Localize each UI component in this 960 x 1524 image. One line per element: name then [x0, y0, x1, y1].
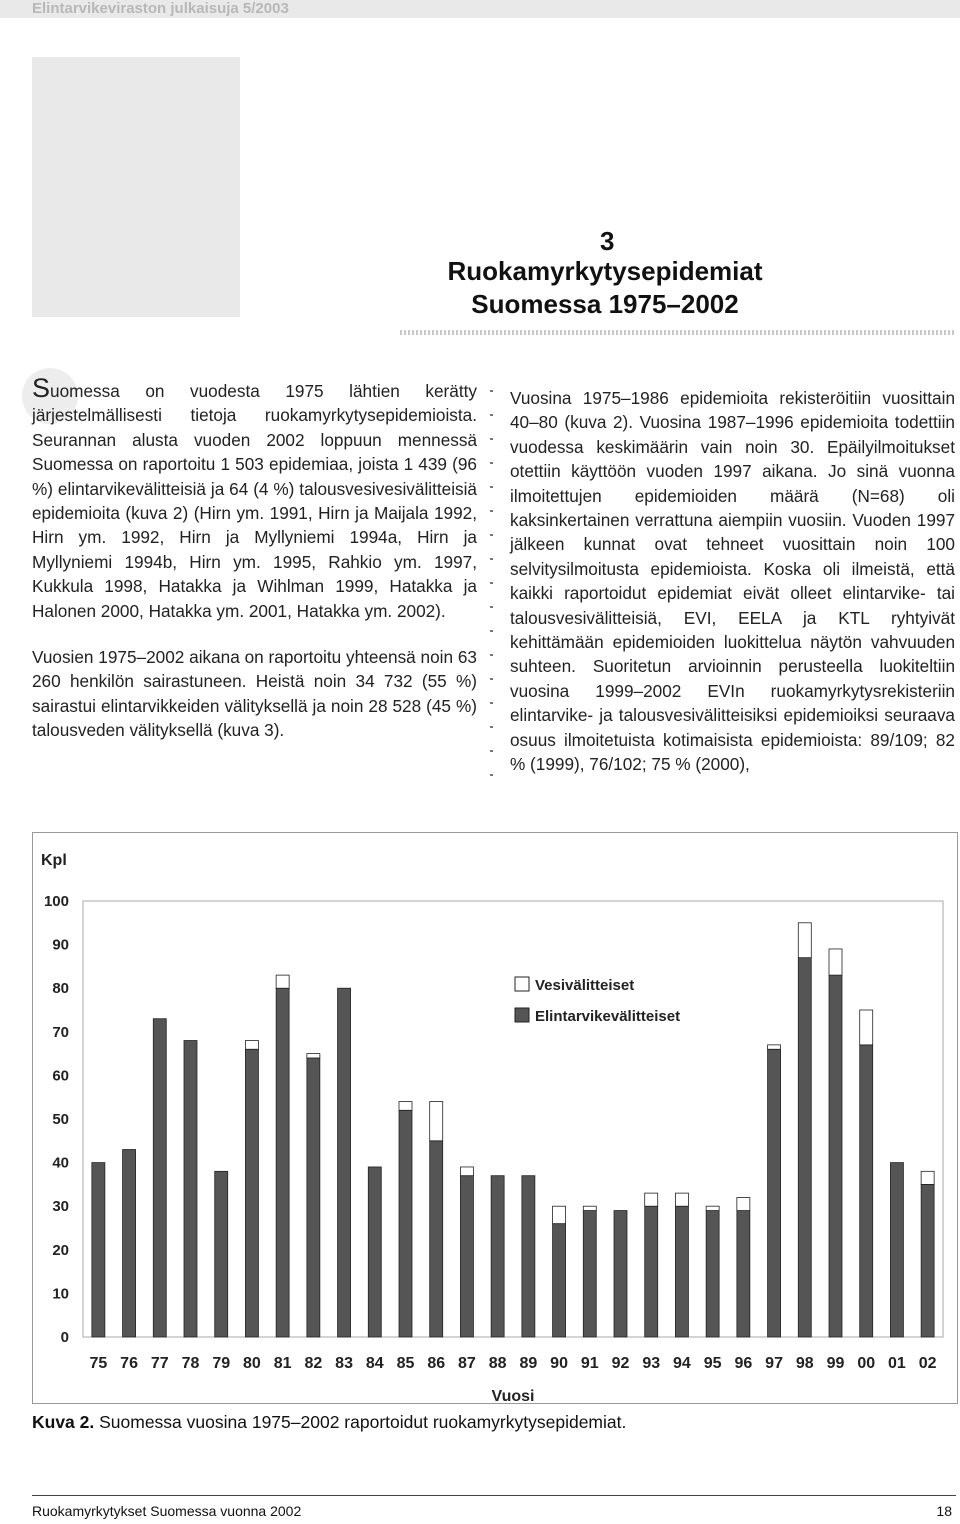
- bar-elintarvike: [706, 1211, 719, 1337]
- bar-vesi: [860, 1010, 873, 1045]
- bar-vesi: [706, 1206, 719, 1210]
- x-tick-label: 89: [519, 1355, 538, 1372]
- bar-elintarvike: [921, 1184, 934, 1337]
- bar-chart: [33, 833, 957, 1403]
- bar-elintarvike: [307, 1058, 320, 1337]
- right-column: [510, 386, 955, 777]
- bar-vesi: [768, 1045, 781, 1049]
- x-tick-label: 88: [488, 1355, 507, 1372]
- bar-elintarvike: [675, 1206, 688, 1337]
- legend-label-vesi: Vesivälitteiset: [535, 977, 635, 994]
- bar-elintarvike: [645, 1206, 658, 1337]
- bar-vesi: [276, 975, 289, 988]
- legend-label-elintarvike: Elintarvikevälitteiset: [535, 1008, 681, 1025]
- figure-caption: [32, 1412, 626, 1433]
- x-tick-label: 90: [550, 1355, 568, 1372]
- bar-elintarvike: [460, 1176, 473, 1337]
- chart-frame: [32, 832, 958, 1404]
- bar-elintarvike: [215, 1171, 228, 1337]
- x-axis-label: Vuosi: [491, 1388, 535, 1403]
- right-paragraph-1: Vuosina 1975–1986 epidemioita rekisteröitiin vuosittain 40–80 (kuva 2). Vuosina 1987–1996 epidemioita todettiin vuodessa keskimäärin vain noin 30. Epäilyilmoitukset otettiin käyttöön vuoden 1997 aikana. Jo sinä vuonna ilmoitettujen epidemioiden määrä (N=68) oli kaksinkertainen verrattuna aiempiin vuosiin. Vuoden 1997 jälkeen kunnat ovat tehneet vuosittain noin 100 selvitysilmoitusta epidemioista. Koska oli ilmeistä, että kaikki raportoidut epidemiat eivät olleet elintarvike- tai talousvesivälitteisiä, EVI, EELA ja KTL ryhtyivät kehittämään epidemioiden luokittelua näytön vahvuuden suhteen. Suoritetun arvioinnin perusteella luokiteltiin vuosina 1999–2002 EVIn ruokamyrkytysrekisteriin elintarvike- ja talousvesivälitteisiksi epidemioiksi seuraava osuus ilmoitetuista kotimaisista epidemioista: 89/109; 82 % (1999), 76/102; 75 % (2000),: [510, 388, 955, 775]
- bar-vesi: [921, 1171, 934, 1184]
- legend-swatch-elintarvike: [515, 1008, 529, 1022]
- decorative-block: [32, 57, 240, 317]
- bar-elintarvike: [737, 1211, 750, 1337]
- y-tick-label: 80: [52, 980, 69, 998]
- footer-rule: [32, 1495, 956, 1496]
- x-tick-label: 91: [580, 1355, 599, 1372]
- y-tick-label: 70: [52, 1023, 69, 1041]
- bar-elintarvike: [522, 1176, 535, 1337]
- chapter-number: 3: [600, 226, 615, 256]
- plot-area: [83, 901, 943, 1337]
- x-tick-label: 80: [243, 1355, 261, 1372]
- x-tick-label: 85: [396, 1355, 415, 1372]
- y-axis-label: Kpl: [41, 852, 67, 869]
- bar-elintarvike: [614, 1211, 627, 1337]
- caption-label: Kuva 2.: [32, 1412, 95, 1432]
- x-tick-label: 76: [120, 1355, 138, 1372]
- bar-elintarvike: [798, 958, 811, 1337]
- bar-vesi: [553, 1206, 566, 1223]
- chapter-title-line1: Ruokamyrkytysepidemiat: [447, 256, 763, 286]
- left-column: [32, 373, 477, 743]
- bar-elintarvike: [399, 1110, 412, 1337]
- bar-vesi: [583, 1206, 596, 1210]
- bar-elintarvike: [583, 1211, 596, 1337]
- y-tick-label: 10: [52, 1285, 69, 1303]
- left-paragraph-1-text: uomessa on vuodesta 1975 lähtien kerätty järjestelmällisesti tietoja ruokamyrkytysepidemioista. Seurannan alusta vuoden 2002 loppuun mennessä Suomessa on raportoitu 1 503 epidemiaa, joista 1 439 (96 %) elintarvikevälitteisiä ja 64 (4 %) talousvesivesivälitteisiä epidemioita (kuva 2) (Hirn ym. 1991, Hirn ja Maijala 1992, Hirn ym. 1992, Hirn ja Myllyniemi 1994a, Hirn ja Myllyniemi 1994b, Hirn ym. 1995, Rahkio ym. 1997, Kukkula 1998, Hatakka ja Wihlman 1999, Hatakka ja Halonen 2000, Hatakka ym. 2001, Hatakka ym. 2002).: [32, 381, 477, 621]
- left-paragraph-1: [32, 373, 477, 623]
- y-tick-label: 20: [52, 1241, 69, 1259]
- caption-text: Suomessa vuosina 1975–2002 raportoidut ruokamyrkytysepidemiat.: [94, 1412, 627, 1432]
- bar-elintarvike: [430, 1141, 443, 1337]
- x-tick-label: 02: [918, 1355, 937, 1372]
- bar-elintarvike: [184, 1041, 197, 1337]
- title-separator: [400, 330, 955, 335]
- x-tick-label: 92: [611, 1355, 630, 1372]
- bar-elintarvike: [153, 1019, 166, 1337]
- x-tick-label: 83: [335, 1355, 353, 1372]
- x-tick-label: 99: [826, 1355, 845, 1372]
- legend-swatch-vesi: [515, 977, 529, 991]
- y-tick-label: 30: [52, 1198, 69, 1216]
- publication-title: Elintarvikeviraston julkaisuja 5/2003: [32, 0, 289, 17]
- x-tick-label: 81: [273, 1355, 292, 1372]
- bar-vesi: [430, 1102, 443, 1141]
- bar-elintarvike: [768, 1049, 781, 1337]
- bar-vesi: [245, 1041, 258, 1050]
- x-tick-label: 97: [765, 1355, 783, 1372]
- y-tick-label: 50: [52, 1111, 69, 1128]
- x-tick-label: 96: [734, 1355, 753, 1372]
- x-tick-label: 77: [150, 1355, 169, 1372]
- x-tick-label: 79: [212, 1355, 231, 1372]
- y-tick-label: 100: [43, 893, 69, 910]
- bar-vesi: [307, 1054, 320, 1058]
- bar-elintarvike: [92, 1163, 105, 1337]
- bar-vesi: [675, 1193, 688, 1206]
- y-tick-label: 90: [52, 936, 69, 954]
- bar-vesi: [645, 1193, 658, 1206]
- bar-vesi: [399, 1102, 412, 1111]
- x-tick-label: 87: [458, 1355, 476, 1372]
- left-paragraph-2: Vuosien 1975–2002 aikana on raportoitu yhteensä noin 63 260 henkilön sairastuneen. Heistä noin 34 732 (55 %) sairastui elintarvikkeiden välityksellä ja noin 28 528 (45 %) talousveden välityksellä (kuva 3).: [32, 647, 477, 741]
- bar-elintarvike: [890, 1163, 903, 1337]
- bar-elintarvike: [860, 1045, 873, 1337]
- x-tick-label: 93: [642, 1355, 661, 1372]
- x-tick-label: 95: [703, 1355, 722, 1372]
- bar-vesi: [737, 1197, 750, 1210]
- x-tick-label: 01: [888, 1355, 906, 1372]
- bar-vesi: [460, 1167, 473, 1176]
- chapter-title-line2: Suomessa 1975–2002: [471, 289, 739, 319]
- y-tick-label: 40: [52, 1154, 69, 1172]
- x-tick-label: 86: [427, 1355, 446, 1372]
- x-tick-label: 82: [304, 1355, 323, 1372]
- bar-vesi: [829, 949, 842, 975]
- chapter-title: [405, 255, 805, 321]
- bar-elintarvike: [245, 1049, 258, 1337]
- x-tick-label: 98: [795, 1355, 814, 1372]
- page-number: 18: [936, 1503, 952, 1519]
- x-tick-label: 78: [181, 1355, 200, 1372]
- bar-elintarvike: [368, 1167, 381, 1337]
- bar-elintarvike: [123, 1150, 136, 1337]
- bar-elintarvike: [829, 975, 842, 1337]
- x-tick-label: 94: [673, 1355, 691, 1372]
- column-divider: [490, 390, 493, 798]
- y-tick-label: 0: [60, 1329, 69, 1346]
- bar-vesi: [798, 923, 811, 958]
- bar-elintarvike: [338, 988, 351, 1337]
- footer-title: Ruokamyrkytykset Suomessa vuonna 2002: [32, 1503, 302, 1519]
- bar-elintarvike: [553, 1224, 566, 1337]
- x-tick-label: 84: [365, 1355, 384, 1372]
- bar-elintarvike: [276, 988, 289, 1337]
- x-tick-label: 00: [857, 1355, 876, 1372]
- drop-cap: S: [32, 373, 51, 403]
- bar-elintarvike: [491, 1176, 504, 1337]
- y-tick-label: 60: [52, 1067, 69, 1085]
- x-tick-label: 75: [89, 1355, 108, 1372]
